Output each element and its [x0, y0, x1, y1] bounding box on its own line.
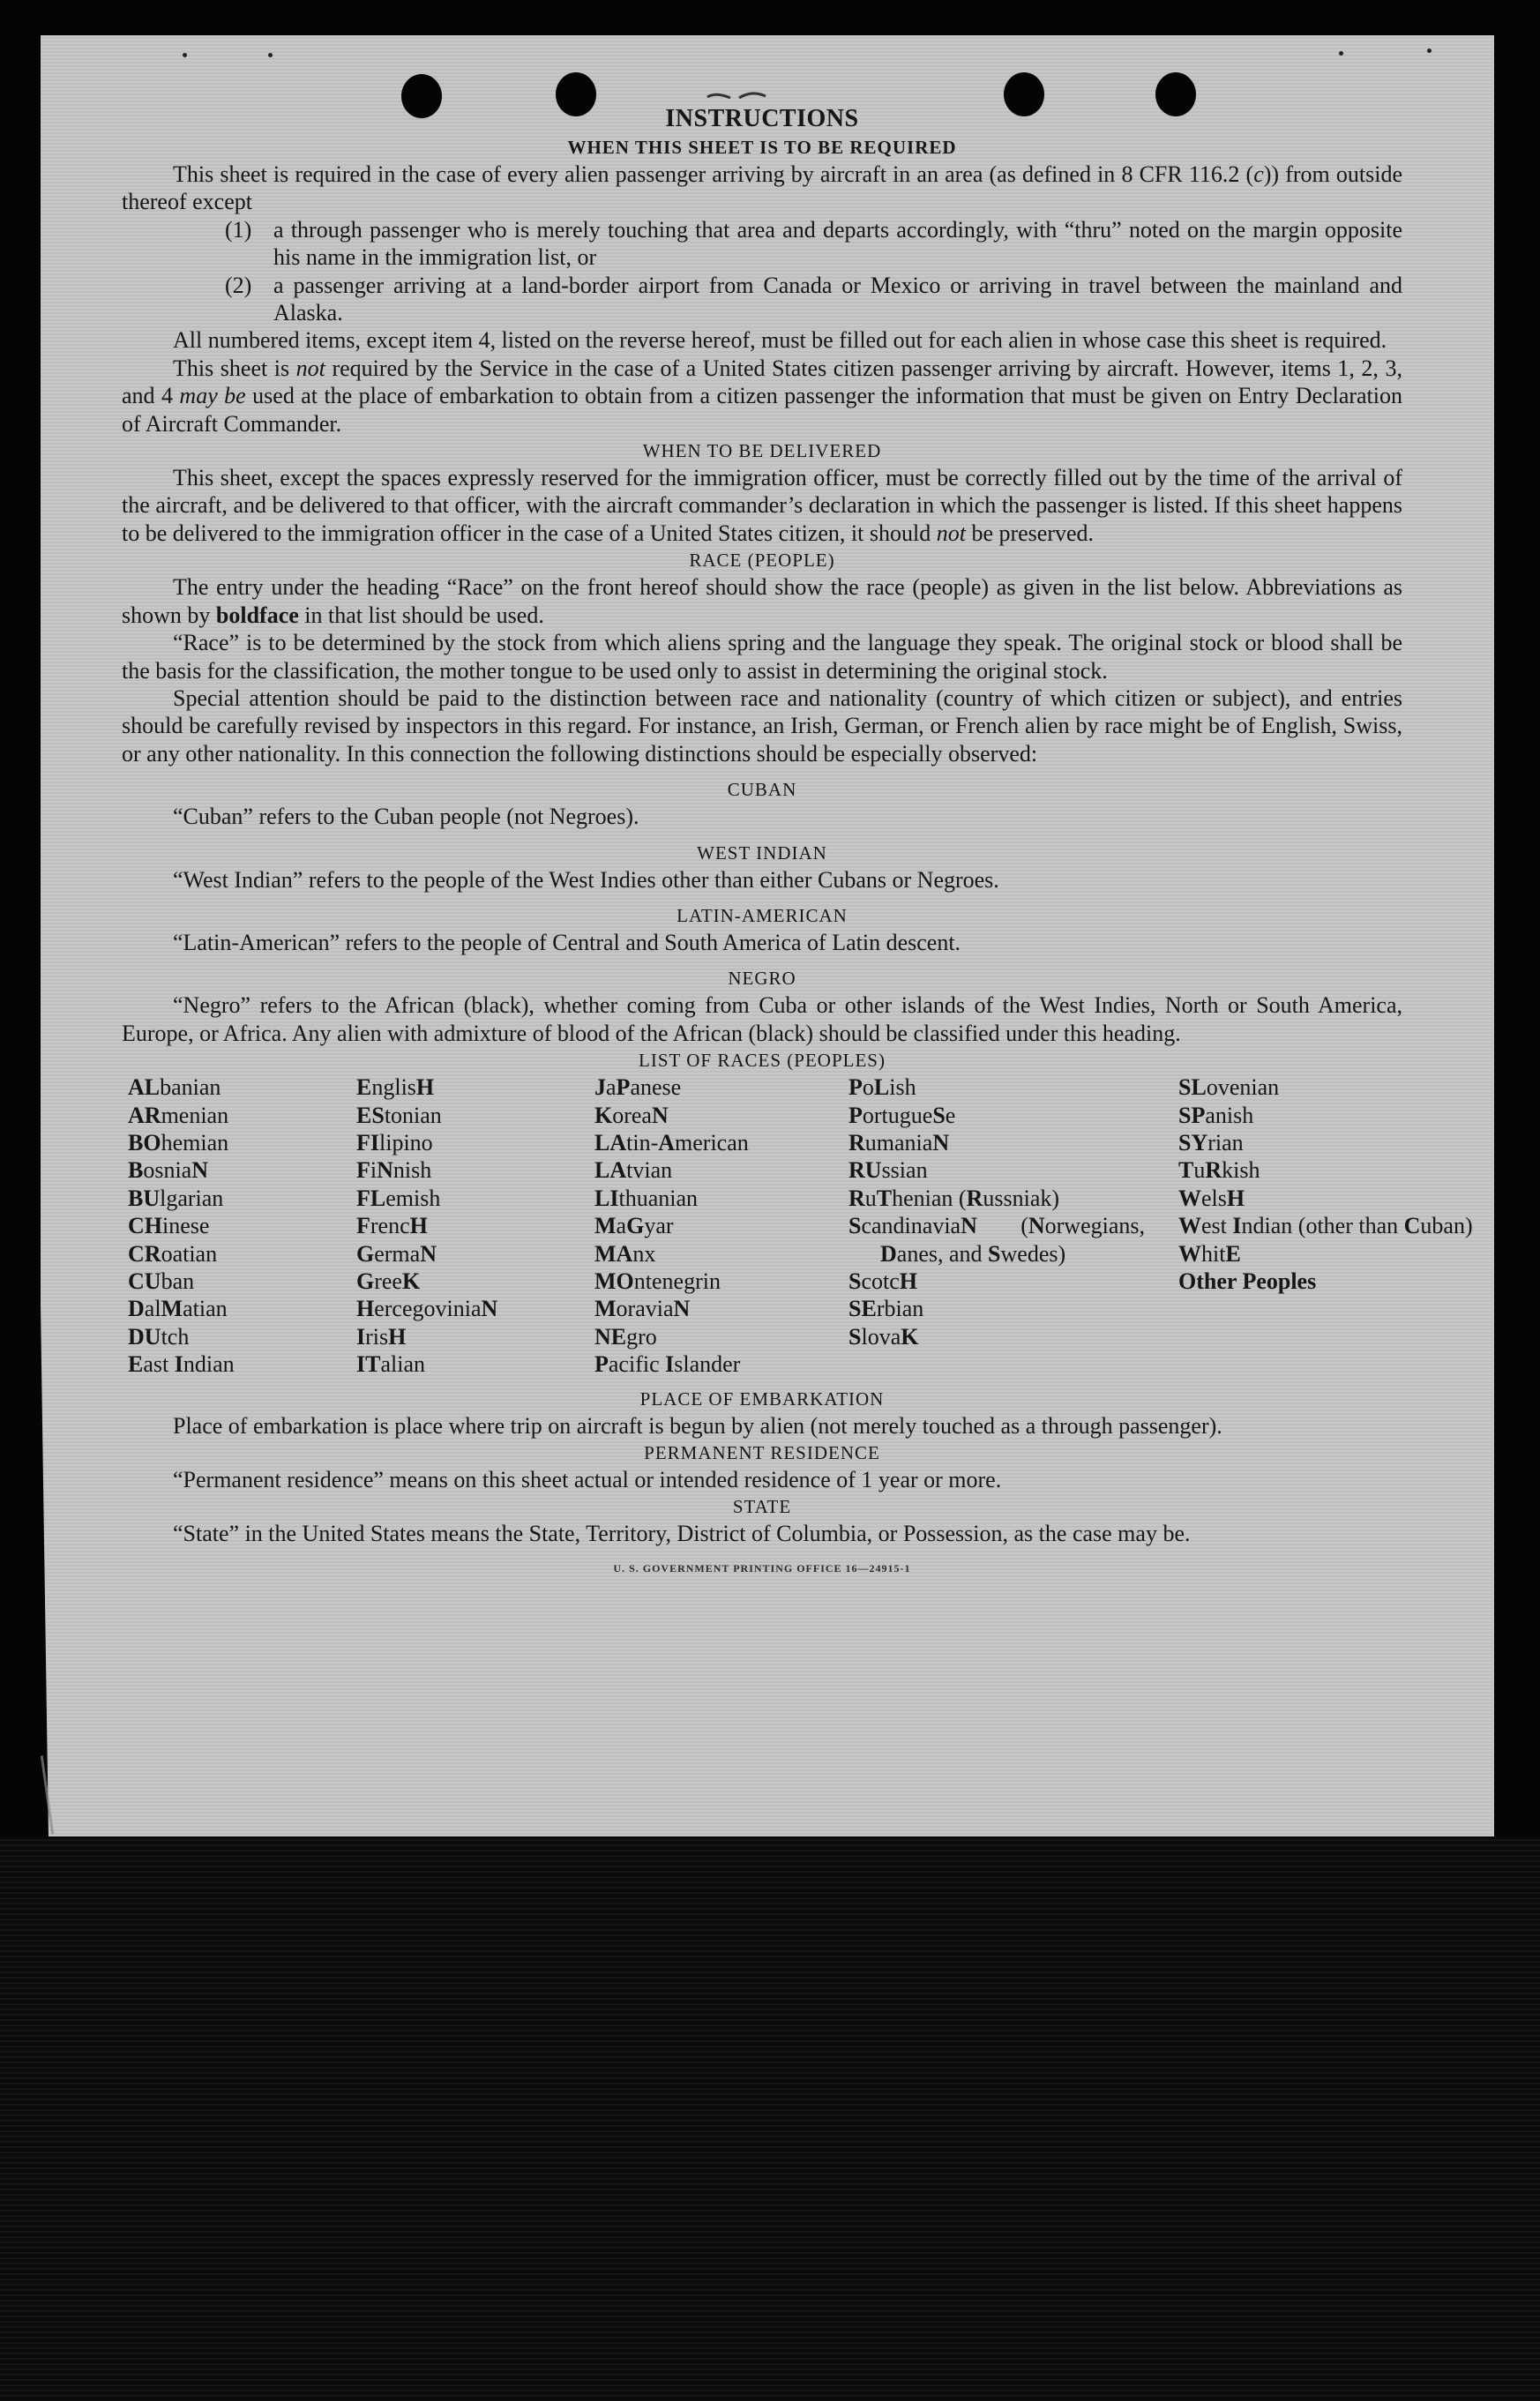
race-entry: IrisH — [356, 1323, 407, 1350]
speck — [1427, 49, 1432, 53]
paragraph-race-nationality: Special attention should be paid to the distinction between race and nationality (country of which citizen or subject), and entries should be carefully revised by inspectors in this regard. For instance, an Irish, German, or French alien by race might be of English, Swiss, or any other nationality. In this connection the following distinctions should be especially observed: — [122, 684, 1402, 767]
race-entry: DalMatian — [128, 1296, 228, 1322]
race-entry: HercegoviniaN — [356, 1296, 498, 1322]
race-entry: CUban — [128, 1268, 195, 1294]
race-entry: EnglisH — [356, 1074, 435, 1101]
race-entry: WhitE — [1178, 1240, 1241, 1267]
section-heading-negro: NEGRO — [728, 968, 796, 990]
paragraph-delivered: This sheet, except the spaces expressly reserved for the immigration officer, must be correctly filled out by the time of the arrival of the aircraft, and be delivered to that officer, with the aircraft commander’s declaration in which the passenger is listed. If this sheet happens to be delivered to the immigration officer in the case of a United States citizen, it should not be preserved. — [122, 465, 1402, 546]
race-entry: MAnx — [594, 1240, 656, 1267]
section-heading-state: STATE — [732, 1496, 792, 1518]
section-heading-embarkation: PLACE OF EMBARKATION — [639, 1387, 885, 1410]
section-heading-race: RACE (PEOPLE) — [689, 550, 835, 572]
race-entry: PortugueSe — [848, 1102, 956, 1128]
race-entry: BosniaN — [128, 1157, 209, 1184]
paragraph-embarkation: Place of embarkation is place where trip on aircraft is begun by alien (not merely touched as a through passenger). — [173, 1412, 1222, 1439]
race-entry: BUlgarian — [128, 1185, 224, 1211]
race-entry: CRoatian — [128, 1240, 218, 1267]
section-heading-list-of-races: LIST OF RACES (PEOPLES) — [639, 1050, 886, 1072]
race-entry: GermaN — [356, 1240, 437, 1267]
race-entry: FrencH — [356, 1213, 428, 1239]
race-entry: RuThenian (Russniak) — [848, 1185, 1060, 1211]
paragraph-cuban: “Cuban” refers to the Cuban people (not Negroes). — [173, 804, 639, 830]
scanner-background — [0, 1836, 1540, 2401]
race-entry: Pacific Islander — [594, 1351, 741, 1378]
races-column — [848, 1073, 1178, 1378]
race-entry: East Indian — [128, 1351, 235, 1378]
race-entry: FiNnish — [356, 1157, 432, 1184]
race-entry: RUssian — [848, 1157, 928, 1184]
race-entry: Other Peoples — [1178, 1268, 1317, 1294]
race-entry: KoreaN — [594, 1102, 669, 1128]
speck — [268, 53, 273, 57]
section-heading-residence: PERMANENT RESIDENCE — [644, 1442, 880, 1464]
race-entry: FLemish — [356, 1185, 441, 1211]
paragraph-race-entry: The entry under the heading “Race” on the front hereof should show the race (people) as given in the list below. Abbreviations as shown by boldface in that list should be used. — [122, 574, 1402, 628]
race-entry: FIlipino — [356, 1129, 433, 1156]
pencil-mark — [706, 90, 785, 102]
race-entry: CHinese — [128, 1213, 210, 1239]
race-entry: ARmenian — [128, 1102, 229, 1128]
speck — [1339, 51, 1343, 56]
race-entry: MoraviaN — [594, 1296, 691, 1322]
paragraph-required: This sheet is required in the case of every alien passenger arriving by aircraft in an area (as defined in 8 CFR 116.2 (c)) from outside thereof except — [122, 161, 1403, 215]
races-list — [128, 1073, 1473, 1378]
paragraph-numbered-items: All numbered items, except item 4, listed on the reverse hereof, must be filled out for each alien in whose case this sheet is required. — [173, 327, 1387, 354]
printing-office-imprint: U. S. GOVERNMENT PRINTING OFFICE 16—24915-1 — [613, 1561, 911, 1574]
page-title: INSTRUCTIONS — [665, 105, 859, 132]
race-entry: West Indian (other than Cuban) — [1178, 1213, 1473, 1239]
race-entry: GreeK — [356, 1268, 421, 1294]
race-entry: ALbanian — [128, 1074, 221, 1101]
section-heading-cuban: CUBAN — [727, 779, 797, 801]
races-column — [128, 1073, 356, 1378]
exception-item: (2) a passenger arriving at a land-border airport from Canada or Mexico or arriving in travel between the mainland and Alaska. — [225, 272, 1402, 326]
race-entry: SErbian — [848, 1296, 924, 1322]
race-entry: RumaniaN — [848, 1129, 950, 1156]
race-entry: ITalian — [356, 1351, 425, 1378]
race-entry: BOhemian — [128, 1129, 229, 1156]
paragraph-state: “State” in the United States means the State, Territory, District of Columbia, or Possession, as the case may be. — [173, 1521, 1191, 1547]
race-entry: NEgro — [594, 1323, 657, 1350]
race-entry: WelsH — [1178, 1185, 1245, 1211]
race-entry: ScotcH — [848, 1268, 918, 1294]
paragraph-citizen: This sheet is not required by the Service in the case of a United States citizen passenger arriving by aircraft. However, items 1, 2, 3, and 4 may be used at the place of embarkation to obtain from a citizen passenger the information that must be given on Entry Declaration of Aircraft Commander. — [122, 355, 1402, 437]
race-entry: SlovaK — [848, 1323, 919, 1350]
race-entry: SLovenian — [1178, 1074, 1280, 1101]
races-column — [356, 1073, 594, 1378]
paragraph-race-definition: “Race” is to be determined by the stock from which aliens spring and the language they speak. The original stock or blood shall be the basis for the classification, the mother tongue to be used only to assist in determining the original stock. — [122, 630, 1402, 684]
instructions-content — [122, 104, 1473, 1582]
race-entry: LAtvian — [594, 1157, 673, 1184]
section-heading-latin-american: LATIN-AMERICAN — [677, 904, 848, 926]
paragraph-negro: “Negro” refers to the African (black), whether coming from Cuba or other islands of the West Indies, North or South America, Europe, or Africa. Any alien with admixture of blood of the African (black) should be classified under this heading. — [122, 992, 1402, 1046]
exception-item: (1) a through passenger who is merely touching that area and departs accordingly, with “thru” noted on the margin opposite his name in the immigration list, or — [225, 216, 1402, 271]
section-heading-required: WHEN THIS SHEET IS TO BE REQUIRED — [567, 137, 957, 158]
race-entry: MaGyar — [594, 1213, 674, 1239]
section-heading-delivered: WHEN TO BE DELIVERED — [642, 440, 882, 462]
speck — [183, 53, 187, 57]
race-entry: SPanish — [1178, 1102, 1254, 1128]
paragraph-west-indian: “West Indian” refers to the people of the West Indies other than either Cubans or Negroes. — [173, 866, 999, 893]
paragraph-latin-american: “Latin-American” refers to the people of Central and South America of Latin descent. — [173, 929, 961, 955]
race-entry: JaPanese — [594, 1074, 682, 1101]
race-entry: LAtin-American — [594, 1129, 749, 1156]
race-entry: PoLish — [848, 1074, 916, 1101]
race-entry: EStonian — [356, 1102, 442, 1128]
races-column — [1178, 1073, 1473, 1378]
race-entry: MOntenegrin — [594, 1268, 721, 1294]
paragraph-residence: “Permanent residence” means on this sheet actual or intended residence of 1 year or more. — [173, 1467, 1002, 1493]
race-entry: ScandinaviaN (Norwegians, Danes, and Swedes) — [848, 1213, 1145, 1267]
race-entry: TuRkish — [1178, 1157, 1260, 1184]
race-entry: DUtch — [128, 1323, 190, 1350]
race-entry: SYrian — [1178, 1129, 1244, 1156]
section-heading-west-indian: WEST INDIAN — [697, 841, 827, 864]
race-entry: LIthuanian — [594, 1185, 698, 1211]
races-column — [594, 1073, 848, 1378]
